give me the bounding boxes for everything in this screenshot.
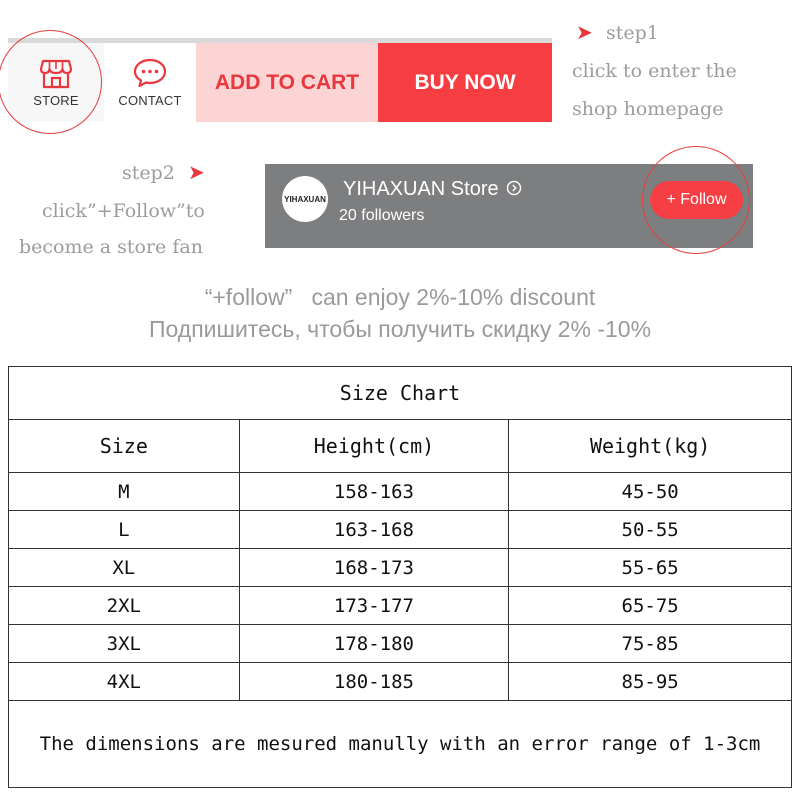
store-logo: YIHAXUAN <box>282 176 328 222</box>
table-row <box>9 473 792 511</box>
measurement-note: The dimensions are mesured manully with an error range of 1-3cm <box>9 701 792 788</box>
promo-text-ru: Подпишитесь, чтобы получить скидку 2% -10% <box>148 316 652 342</box>
height-cell: 158-163 <box>239 473 509 511</box>
chevron-right-circle-icon <box>506 180 522 196</box>
store-name-link[interactable] <box>343 178 522 201</box>
add-to-cart-button[interactable]: ADD TO CART <box>196 43 378 122</box>
weight-cell: 75-85 <box>509 625 792 663</box>
size-cell: 3XL <box>9 625 240 663</box>
height-cell: 163-168 <box>239 511 509 549</box>
weight-cell: 50-55 <box>509 511 792 549</box>
weight-cell: 45-50 <box>509 473 792 511</box>
size-cell: 4XL <box>9 663 240 701</box>
step2-line1: click”+Follow”to <box>42 200 205 222</box>
table-row <box>9 625 792 663</box>
store-icon <box>39 57 73 89</box>
size-cell: L <box>9 511 240 549</box>
buy-now-button[interactable]: BUY NOW <box>378 43 552 122</box>
step1-line1: click to enter the <box>572 60 737 82</box>
weight-cell: 55-65 <box>509 549 792 587</box>
column-header-height: Height(cm) <box>239 420 509 473</box>
height-cell: 173-177 <box>239 587 509 625</box>
table-row <box>9 511 792 549</box>
step1-title: step1 <box>606 22 659 44</box>
store-button[interactable] <box>8 43 104 122</box>
step1-heading <box>576 20 593 45</box>
promo-text-en: “+follow” can enjoy 2%-10% discount <box>204 284 596 310</box>
size-chart-table <box>8 366 792 788</box>
column-header-size: Size <box>9 420 240 473</box>
right-arrow-icon: ➤ <box>188 162 205 184</box>
size-cell: 2XL <box>9 587 240 625</box>
table-row <box>9 587 792 625</box>
size-cell: M <box>9 473 240 511</box>
follower-count: 20 followers <box>339 207 425 224</box>
height-cell: 178-180 <box>239 625 509 663</box>
size-cell: XL <box>9 549 240 587</box>
chat-icon <box>132 57 168 89</box>
step1-line2: shop homepage <box>572 98 724 120</box>
store-label: STORE <box>33 93 79 108</box>
height-cell: 180-185 <box>239 663 509 701</box>
left-arrow-icon: ➤ <box>576 22 593 44</box>
product-action-bar <box>8 38 552 122</box>
contact-button[interactable] <box>104 43 196 122</box>
follow-button[interactable]: + Follow <box>650 181 743 219</box>
table-row <box>9 663 792 701</box>
weight-cell: 65-75 <box>509 587 792 625</box>
weight-cell: 85-95 <box>509 663 792 701</box>
column-header-weight: Weight(kg) <box>509 420 792 473</box>
size-chart-title: Size Chart <box>9 367 792 420</box>
table-row <box>9 549 792 587</box>
store-name: YIHAXUAN Store <box>343 178 499 200</box>
step2-line2: become a store fan <box>19 236 203 258</box>
contact-label: CONTACT <box>118 93 182 108</box>
step2-title: step2 <box>122 162 175 184</box>
height-cell: 168-173 <box>239 549 509 587</box>
